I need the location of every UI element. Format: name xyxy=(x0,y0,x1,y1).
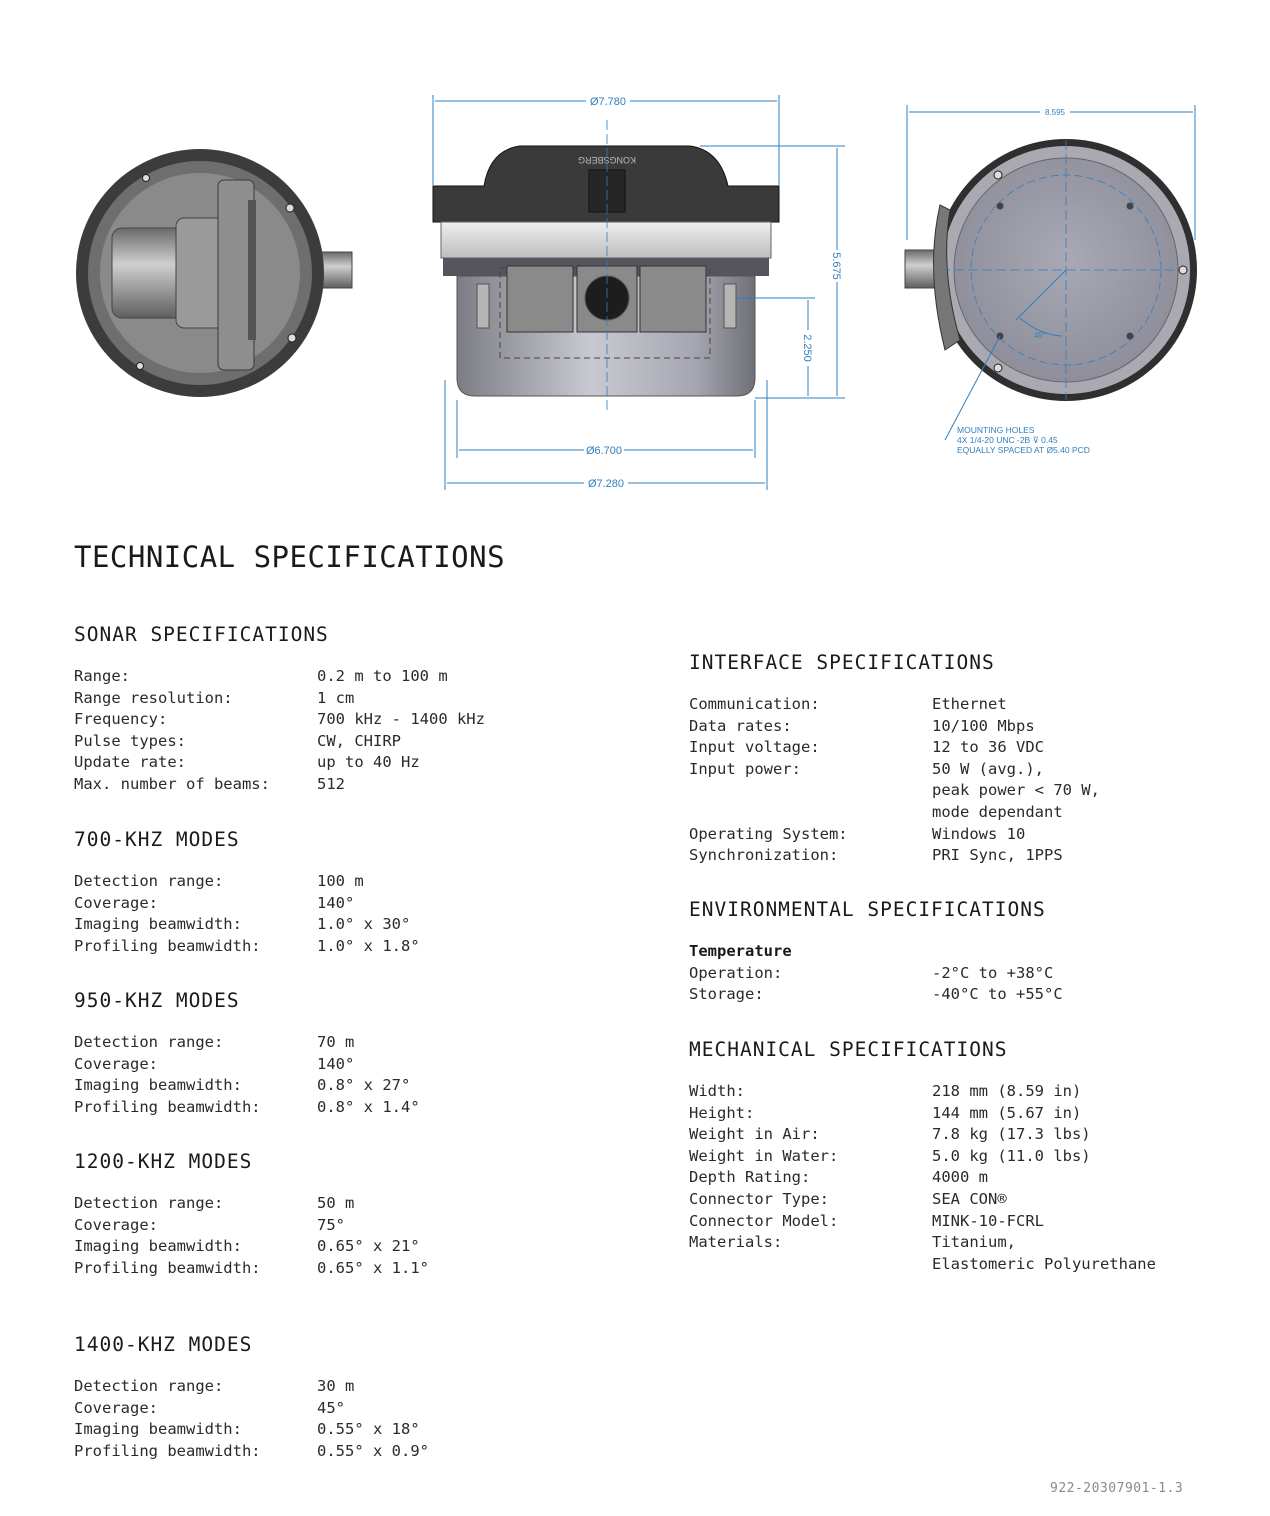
spec-label: Detection range: xyxy=(74,1033,224,1051)
spec-row xyxy=(689,1254,1156,1276)
spec-row xyxy=(689,963,1063,985)
spec-value: 0.65° x 1.1° xyxy=(317,1258,429,1277)
spec-label: Detection range: xyxy=(74,1194,224,1212)
spec-label: Frequency: xyxy=(74,710,168,729)
mounting-note-1: MOUNTING HOLES xyxy=(957,425,1035,435)
spec-rows xyxy=(689,1081,1156,1275)
spec-row xyxy=(689,845,1100,867)
spec-row xyxy=(74,709,485,731)
spec-value: 70 m xyxy=(317,1033,355,1051)
spec-label xyxy=(689,780,932,802)
dim-inner: Ø6.700 xyxy=(585,445,623,457)
spec-label: Profiling beamwidth: xyxy=(74,1097,261,1116)
spec-row xyxy=(74,1258,429,1280)
section-heading: INTERFACE SPECIFICATIONS xyxy=(689,651,995,674)
spec-row xyxy=(74,1419,429,1441)
page-title: TECHNICAL SPECIFICATIONS xyxy=(74,540,506,574)
modes-950-khz xyxy=(74,989,420,1118)
document-number: 922-20307901-1.3 xyxy=(1050,1481,1184,1496)
spec-row xyxy=(689,1232,1156,1254)
spec-value: Windows 10 xyxy=(932,824,1026,843)
spec-row xyxy=(74,1054,420,1076)
spec-label: Operating System: xyxy=(689,824,848,843)
interface-specs xyxy=(689,651,1100,867)
spec-value: 30 m xyxy=(317,1377,355,1395)
section-heading: MECHANICAL SPECIFICATIONS xyxy=(689,1038,1008,1061)
spec-row xyxy=(74,1193,429,1215)
spec-label: Synchronization: xyxy=(689,846,839,865)
spec-value: 0.55° x 18° xyxy=(317,1420,420,1439)
spec-value: 512 xyxy=(317,774,345,793)
spec-label: Storage: xyxy=(689,985,764,1004)
spec-value: 7.8 kg (17.3 lbs) xyxy=(932,1125,1091,1144)
sonar-specs xyxy=(74,623,485,796)
spec-row xyxy=(689,984,1063,1006)
spec-label: Input voltage: xyxy=(689,738,820,757)
spec-row xyxy=(74,688,485,710)
spec-value: 1.0° x 30° xyxy=(317,915,411,934)
dim-outer: Ø7.280 xyxy=(587,478,625,490)
spec-label: Update rate: xyxy=(74,753,186,772)
spec-row xyxy=(74,774,485,796)
spec-label: Weight in Water: xyxy=(689,1146,839,1165)
spec-row xyxy=(74,1441,429,1463)
spec-value: 0.8° x 27° xyxy=(317,1076,411,1095)
mounting-note-2: 4X 1/4-20 UNC -2B ⊽ 0.45 xyxy=(957,435,1058,445)
spec-row xyxy=(74,1236,429,1258)
spec-label: Width: xyxy=(689,1082,745,1100)
modes-1200-khz xyxy=(74,1150,429,1279)
spec-row xyxy=(74,893,420,915)
spec-row xyxy=(74,1075,420,1097)
spec-label: Coverage: xyxy=(74,1215,158,1234)
spec-value: 700 kHz - 1400 kHz xyxy=(317,710,485,729)
spec-value: peak power < 70 W, xyxy=(932,781,1100,800)
spec-value: CW, CHIRP xyxy=(317,731,401,750)
spec-value: 0.65° x 21° xyxy=(317,1237,420,1256)
spec-label: Profiling beamwidth: xyxy=(74,1258,261,1277)
spec-value: SEA CON® xyxy=(932,1189,1007,1208)
spec-value: Elastomeric Polyurethane xyxy=(932,1254,1156,1273)
angle-label: 45° xyxy=(1033,331,1047,340)
modes-1400-khz xyxy=(74,1333,429,1462)
spec-value: 50 m xyxy=(317,1194,355,1212)
spec-label: Coverage: xyxy=(74,1398,158,1417)
spec-row xyxy=(689,716,1100,738)
spec-row xyxy=(689,780,1100,802)
spec-value: Ethernet xyxy=(932,695,1007,713)
spec-rows xyxy=(689,963,1063,1006)
spec-row xyxy=(689,1167,1156,1189)
dim-top: Ø7.780 xyxy=(589,96,627,108)
spec-rows xyxy=(74,666,485,796)
spec-rows xyxy=(689,694,1100,867)
spec-row xyxy=(689,1146,1156,1168)
spec-row xyxy=(689,1103,1156,1125)
spec-value: 75° xyxy=(317,1215,345,1234)
dim-height: 5.675 xyxy=(830,252,842,280)
environmental-specs xyxy=(689,898,1063,1006)
spec-row xyxy=(74,1376,429,1398)
spec-label: Input power: xyxy=(689,759,801,778)
spec-label: Imaging beamwidth: xyxy=(74,1237,242,1256)
section-heading: SONAR SPECIFICATIONS xyxy=(74,623,329,646)
spec-row xyxy=(689,1211,1156,1233)
spec-label: Operation: xyxy=(689,963,783,982)
dim-right-width: 8.595 xyxy=(1044,108,1066,117)
spec-label: Detection range: xyxy=(74,872,224,890)
spec-label: Range: xyxy=(74,667,130,685)
spec-row xyxy=(74,1398,429,1420)
spec-row xyxy=(689,824,1100,846)
spec-value: PRI Sync, 1PPS xyxy=(932,846,1063,865)
spec-row xyxy=(74,666,485,688)
brand-text: KONGSBERG xyxy=(577,155,637,165)
spec-row xyxy=(689,802,1100,824)
spec-row xyxy=(689,737,1100,759)
spec-row xyxy=(689,1081,1156,1103)
spec-label: Depth Rating: xyxy=(689,1168,811,1187)
spec-row xyxy=(74,936,420,958)
spec-value: 1 cm xyxy=(317,688,355,707)
technical-drawing xyxy=(0,0,1270,520)
spec-label xyxy=(689,802,932,824)
spec-value: 12 to 36 VDC xyxy=(932,738,1044,757)
spec-value: 1.0° x 1.8° xyxy=(317,936,420,955)
spec-value: 5.0 kg (11.0 lbs) xyxy=(932,1146,1091,1165)
spec-row xyxy=(689,694,1100,716)
spec-value: -40°C to +55°C xyxy=(932,985,1063,1004)
spec-label: Imaging beamwidth: xyxy=(74,1420,242,1439)
spec-row xyxy=(689,759,1100,781)
spec-value: mode dependant xyxy=(932,802,1063,821)
spec-label: Connector Model: xyxy=(689,1211,839,1230)
spec-value: -2°C to +38°C xyxy=(932,963,1054,982)
spec-value: MINK-10-FCRL xyxy=(932,1211,1044,1230)
spec-value: 140° xyxy=(317,1054,355,1073)
section-heading: 700-KHZ MODES xyxy=(74,828,240,851)
spec-label: Profiling beamwidth: xyxy=(74,936,261,955)
spec-label: Imaging beamwidth: xyxy=(74,915,242,934)
spec-label: Communication: xyxy=(689,695,820,713)
spec-label: Height: xyxy=(689,1103,755,1122)
spec-row xyxy=(74,1032,420,1054)
spec-value: 45° xyxy=(317,1398,345,1417)
spec-row xyxy=(74,1215,429,1237)
spec-label: Weight in Air: xyxy=(689,1125,820,1144)
spec-label xyxy=(689,1254,932,1276)
section-heading: 1400-KHZ MODES xyxy=(74,1333,253,1356)
spec-label: Profiling beamwidth: xyxy=(74,1441,261,1460)
spec-value: 4000 m xyxy=(932,1168,988,1187)
spec-value: 218 mm (8.59 in) xyxy=(932,1082,1082,1100)
spec-value: 140° xyxy=(317,893,355,912)
spec-label: Coverage: xyxy=(74,893,158,912)
section-heading: ENVIRONMENTAL SPECIFICATIONS xyxy=(689,898,1046,921)
spec-value: 50 W (avg.), xyxy=(932,759,1044,778)
spec-row xyxy=(74,752,485,774)
spec-value: up to 40 Hz xyxy=(317,753,420,772)
spec-value: 0.55° x 0.9° xyxy=(317,1441,429,1460)
spec-value: 0.2 m to 100 m xyxy=(317,667,448,685)
spec-value: Titanium, xyxy=(932,1233,1016,1252)
spec-row xyxy=(74,914,420,936)
spec-rows xyxy=(74,1032,420,1118)
spec-value: 10/100 Mbps xyxy=(932,716,1035,735)
spec-label: Imaging beamwidth: xyxy=(74,1076,242,1095)
section-heading: 1200-KHZ MODES xyxy=(74,1150,253,1173)
spec-label: Max. number of beams: xyxy=(74,774,270,793)
side-view xyxy=(433,95,845,490)
top-view xyxy=(76,149,352,397)
mechanical-specs xyxy=(689,1038,1156,1275)
spec-label: Range resolution: xyxy=(74,688,233,707)
spec-label: Materials: xyxy=(689,1233,783,1252)
spec-row xyxy=(689,1189,1156,1211)
section-heading: 950-KHZ MODES xyxy=(74,989,240,1012)
spec-row xyxy=(74,871,420,893)
spec-label: Connector Type: xyxy=(689,1189,829,1208)
mounting-note-3: EQUALLY SPACED AT Ø5.40 PCD xyxy=(957,445,1090,455)
spec-rows xyxy=(74,1376,429,1462)
spec-row xyxy=(74,731,485,753)
spec-row xyxy=(689,1124,1156,1146)
spec-row xyxy=(74,1097,420,1119)
spec-label: Pulse types: xyxy=(74,731,186,750)
spec-value: 100 m xyxy=(317,872,364,890)
spec-value: 144 mm (5.67 in) xyxy=(932,1103,1082,1122)
spec-label: Detection range: xyxy=(74,1377,224,1395)
temperature-subheading: Temperature xyxy=(689,942,792,960)
spec-rows xyxy=(74,1193,429,1279)
spec-label: Coverage: xyxy=(74,1054,158,1073)
modes-700-khz xyxy=(74,828,420,957)
spec-value: 0.8° x 1.4° xyxy=(317,1097,420,1116)
bottom-view xyxy=(905,105,1197,455)
spec-rows xyxy=(74,871,420,957)
spec-label: Data rates: xyxy=(689,716,792,735)
dim-lower: 2.250 xyxy=(801,334,813,362)
